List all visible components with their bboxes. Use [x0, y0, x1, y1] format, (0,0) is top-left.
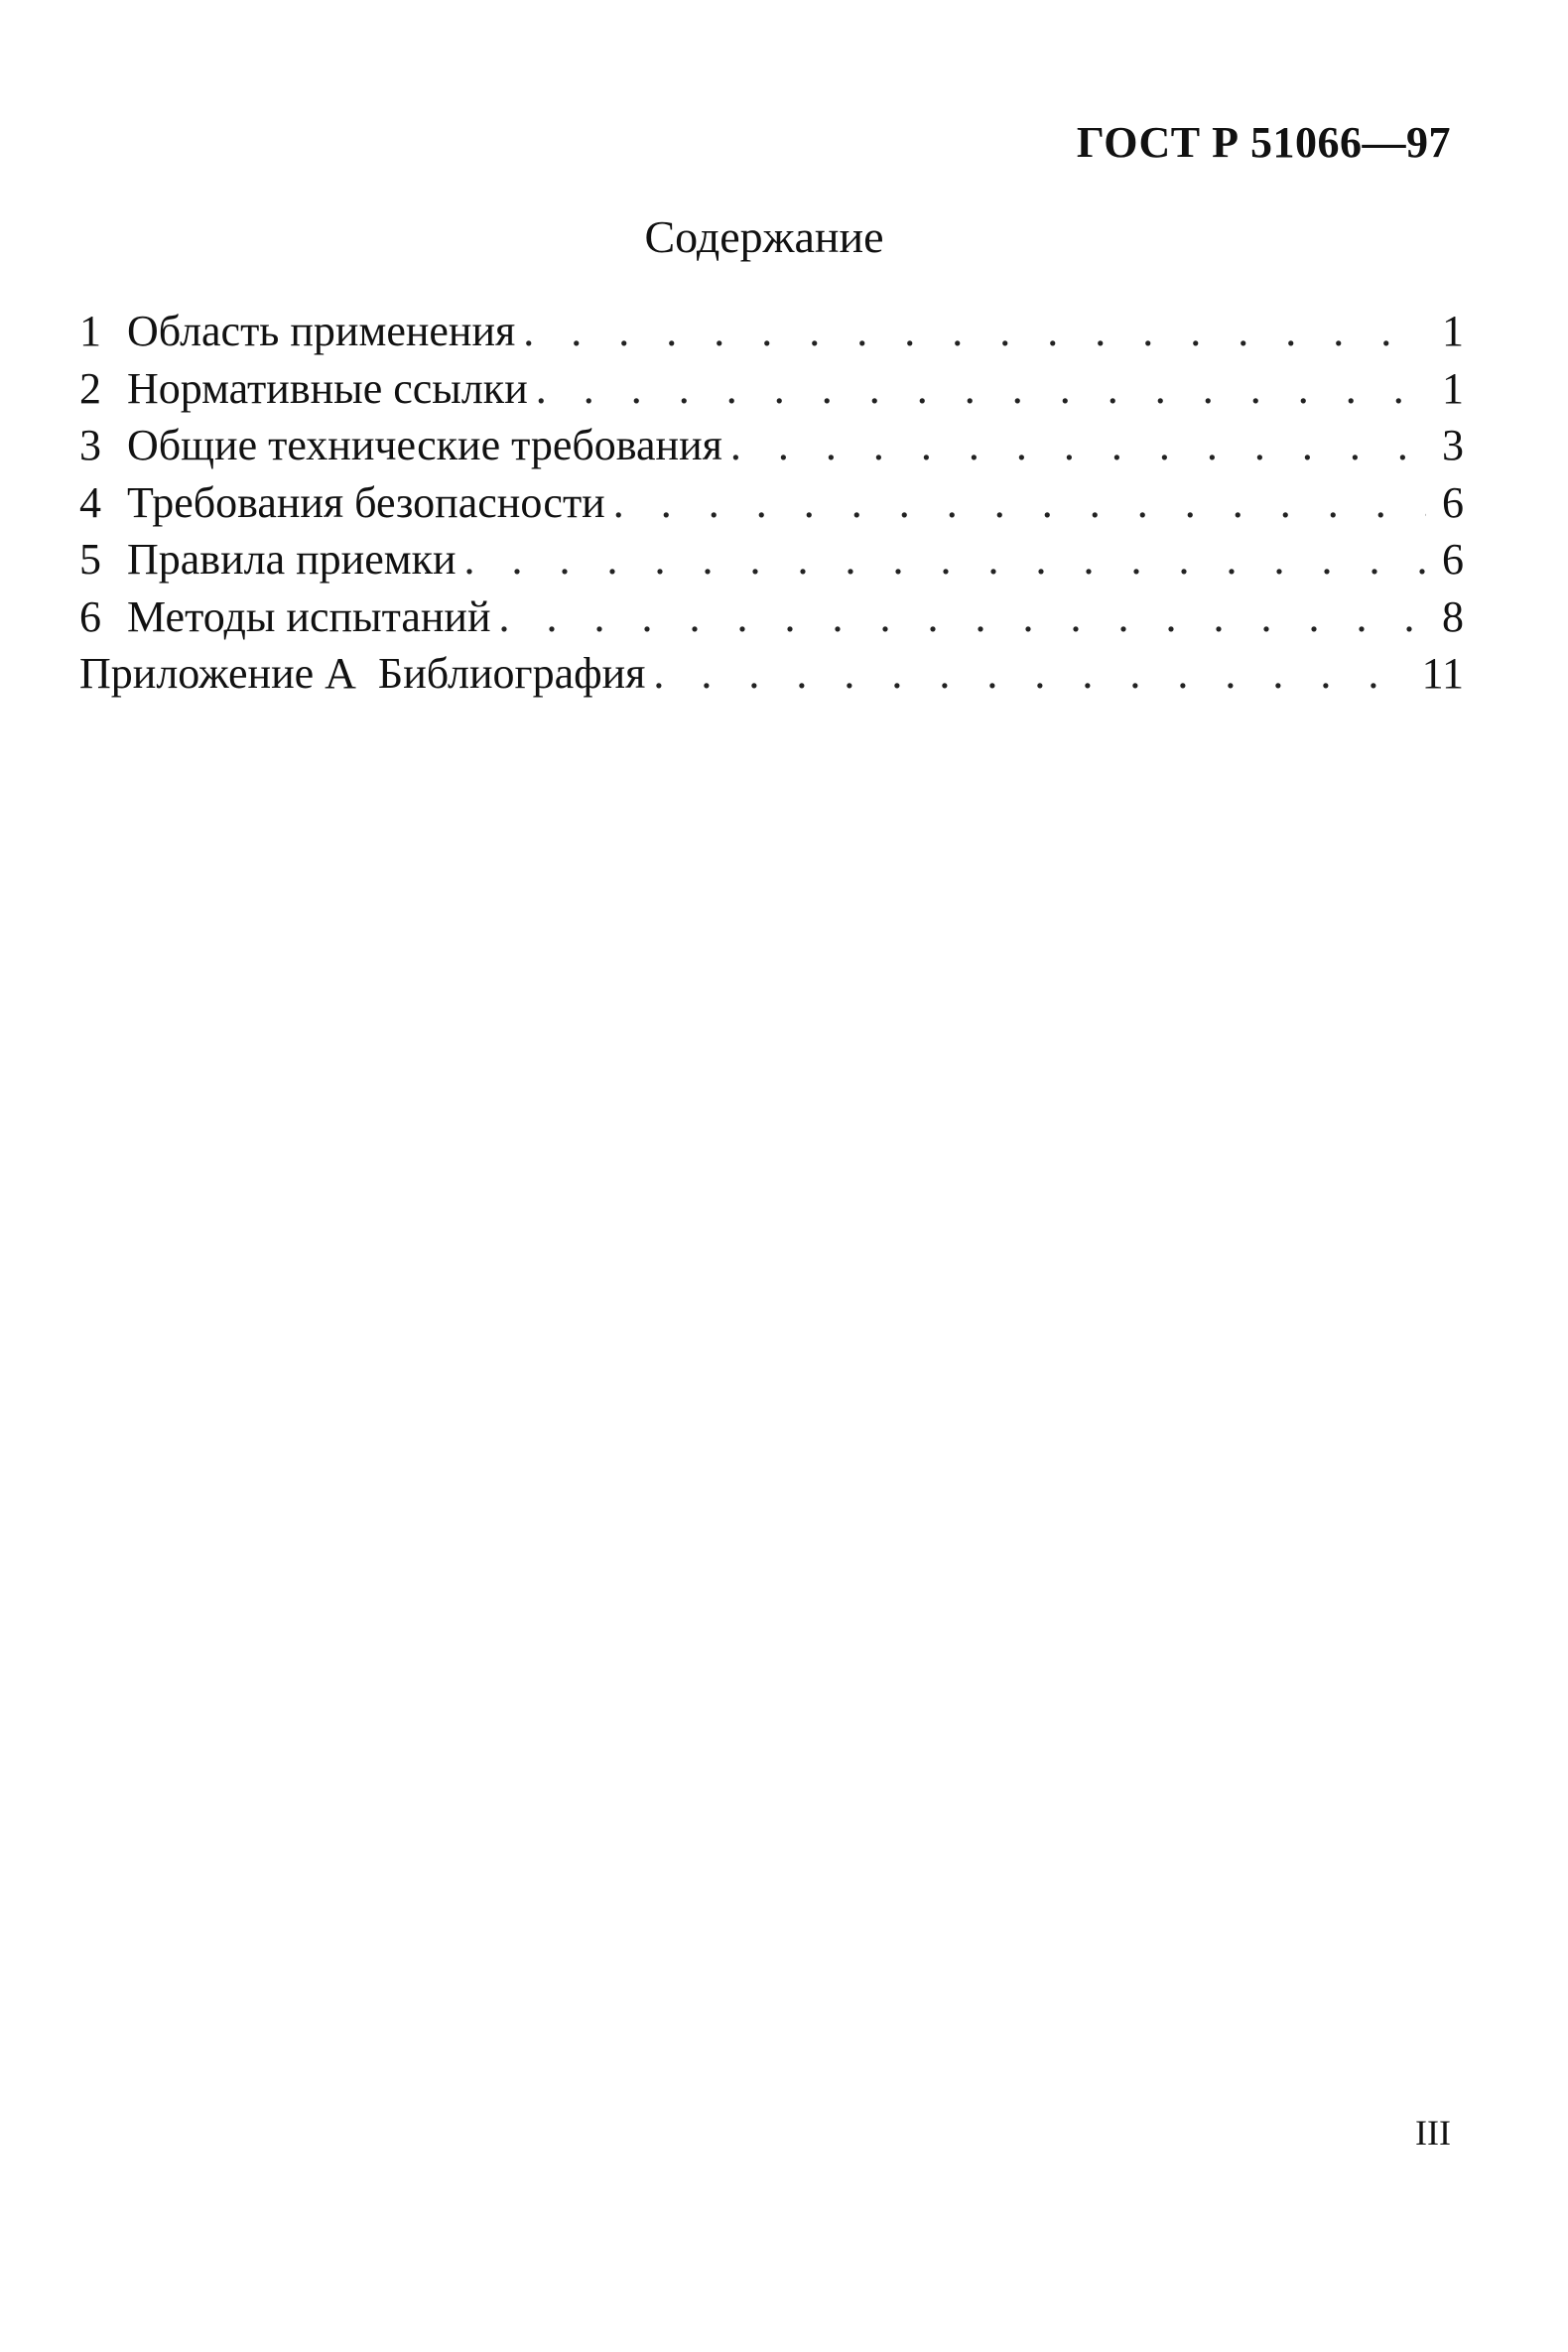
- toc-leader-dots: [536, 360, 1426, 418]
- toc-leader-dots: [523, 303, 1426, 360]
- toc-entry-number: 5: [79, 535, 101, 584]
- toc-entry-page: 6: [1442, 535, 1464, 584]
- toc-leader-dots: [464, 531, 1426, 588]
- toc-entry-page: 6: [1442, 477, 1464, 527]
- toc-entry-label: Приложение А Библиография: [79, 649, 646, 698]
- page-number: III: [1415, 2113, 1451, 2153]
- toc-entry-number: 3: [79, 421, 101, 469]
- toc-entry-page: 11: [1421, 649, 1464, 698]
- document-code: ГОСТ Р 51066—97: [1076, 118, 1451, 167]
- toc-entry-safety-requirements[interactable]: [79, 474, 1464, 532]
- toc-entry-scope[interactable]: [79, 303, 1464, 360]
- toc-entry-page: 3: [1442, 421, 1464, 469]
- toc-leader-dots: [613, 474, 1426, 532]
- toc-entry-label: Область применения: [127, 307, 516, 355]
- toc-entry-page: 8: [1442, 591, 1464, 641]
- toc-entry-general-requirements[interactable]: [79, 417, 1464, 474]
- toc-entry-number: 4: [79, 477, 101, 527]
- toc-entry-normative-references[interactable]: [79, 360, 1464, 418]
- toc-entry-label: Общие технические требования: [127, 421, 722, 469]
- toc-entry-page: 1: [1442, 307, 1464, 355]
- toc-title: Содержание: [644, 211, 884, 262]
- toc-entry-number: 1: [79, 307, 101, 355]
- toc-leader-dots: [653, 645, 1409, 703]
- toc-entry-appendix-bibliography[interactable]: [79, 645, 1464, 703]
- toc-entry-test-methods[interactable]: [79, 588, 1464, 646]
- toc-entry-number: 6: [79, 591, 101, 641]
- toc-leader-dots: [730, 417, 1426, 474]
- toc-leader-dots: [499, 588, 1426, 646]
- toc-entry-page: 1: [1442, 363, 1464, 413]
- toc-entry-label: Правила приемки: [127, 535, 457, 584]
- toc-entry-label: Требования безопасности: [127, 477, 605, 527]
- toc-entry-acceptance-rules[interactable]: [79, 531, 1464, 588]
- toc-entry-label: Методы испытаний: [127, 591, 491, 641]
- table-of-contents: [79, 303, 1464, 703]
- toc-entry-label: Нормативные ссылки: [127, 363, 528, 413]
- toc-entry-number: 2: [79, 363, 101, 413]
